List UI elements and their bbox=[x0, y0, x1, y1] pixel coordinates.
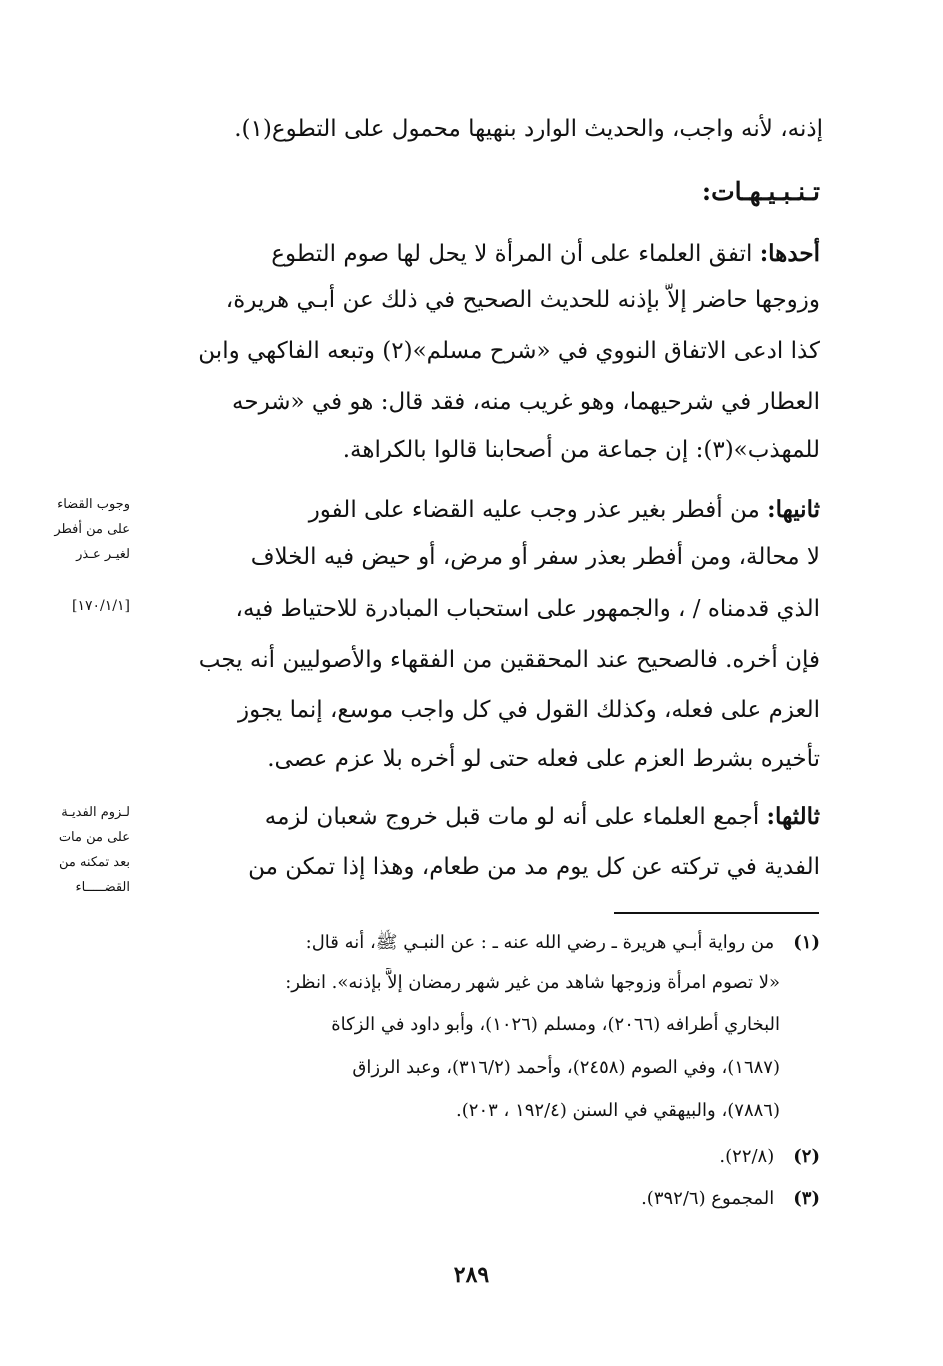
page-number: ٢٨٩ bbox=[453, 1262, 490, 1288]
section-heading: تـنـبـيـهـات: bbox=[701, 177, 820, 206]
body-line bbox=[155, 237, 820, 277]
footnote-line bbox=[130, 928, 820, 962]
footnote-line: (٧٨٨٦)، والبيهقي في السنن (١٩٢/٤ ، ٢٠٣). bbox=[456, 1100, 780, 1121]
body-line: كذا ادعى الاتفاق النووي في «شرح مسلم»(٢) وتبعه الفاكهي وابن bbox=[198, 338, 820, 364]
footnote-line: (١٦٨٧)، وفي الصوم (٢٤٥٨)، وأحمد (٣١٦/٢)، وعبد الرزاق bbox=[352, 1057, 780, 1078]
body-line: للمهذب»(٣): إن جماعة من أصحابنا قالوا بالكراهة. bbox=[342, 437, 820, 463]
body-line: العزم على فعله، وكذلك القول في كل واجب موسع، إنما يجوز bbox=[238, 697, 820, 723]
body-line bbox=[155, 493, 820, 533]
line-text: أجمع العلماء على أنه لو مات قبل خروج شعبان لزمه bbox=[264, 804, 760, 830]
side-note-line: على من مات bbox=[58, 830, 130, 845]
body-line: الفدية في تركته عن كل يوم مد من طعام، وهذا إذا تمكن من bbox=[248, 854, 820, 880]
footnote-text: (٢٢/٨). bbox=[719, 1146, 775, 1167]
side-note-line: بعد تمكنه من bbox=[58, 855, 130, 870]
side-note-line: لغيـر عـذر bbox=[76, 547, 130, 562]
side-note bbox=[45, 492, 130, 567]
line-text: من أفطر بغير عذر وجب عليه القضاء على الفور bbox=[308, 497, 760, 523]
body-line: لا محالة، ومن أفطر بعذر سفر أو مرض، أو حيض فيه الخلاف bbox=[250, 544, 820, 570]
footnote-line: البخاري أطرافه (٢٠٦٦)، ومسلم (١٠٢٦)، وأبو داود في الزكاة bbox=[331, 1014, 780, 1035]
body-line: الذي قدمناه / ، والجمهور على استحباب المبادرة للاحتياط فيه، bbox=[235, 596, 820, 622]
footnote-line bbox=[520, 1184, 820, 1218]
side-note-line: لـزوم الفديـة bbox=[61, 805, 130, 820]
section-lead: أحدها: bbox=[759, 240, 820, 267]
section-lead: ثانيها: bbox=[767, 496, 820, 523]
footnote-line bbox=[520, 1142, 820, 1176]
side-note-line: [١٧٠/١/١] bbox=[72, 598, 130, 614]
side-note-line: القضـــــاء bbox=[75, 880, 130, 895]
section-lead: ثالثها: bbox=[766, 803, 820, 830]
footnote-text: من رواية أبـي هريرة ـ رضي الله عنه ـ : عن النبـي ﷺ، أنه قال: bbox=[305, 932, 775, 953]
side-note-reference bbox=[45, 594, 130, 619]
body-line: تأخيره بشرط العزم على فعله حتى لو أخره بلا عزم عصى. bbox=[267, 746, 820, 772]
line-text: اتفق العلماء على أن المرأة لا يحل لها صوم التطوع bbox=[271, 241, 753, 267]
footnote-number: (٣) bbox=[793, 1188, 820, 1209]
body-line: العطار في شرحيهما، وهو غريب منه، فقد قال: هو في «شرحه bbox=[232, 389, 820, 415]
footnote-text: المجموع (٣٩٢/٦). bbox=[641, 1188, 775, 1209]
footnote-separator bbox=[614, 912, 819, 914]
body-line bbox=[155, 800, 820, 840]
opening-line: إذنه، لأنه واجب، والحديث الوارد بنهيها محمول على التطوع(١). bbox=[234, 116, 823, 142]
side-note bbox=[45, 800, 130, 900]
side-note-line: وجوب القضاء bbox=[57, 497, 130, 512]
footnote-number: (١) bbox=[793, 932, 820, 953]
body-line: وزوجها حاضر إلاَّ بإذنه للحديث الصحيح في ذلك عن أبـي هريرة، bbox=[225, 287, 820, 313]
footnote-line: «لا تصوم امرأة وزوجها شاهد من غير شهر رمضان إلاَّ بإذنه». انظر: bbox=[285, 972, 780, 993]
body-line: فإن أخره. فالصحيح عند المحققين من الفقهاء والأصوليين أنه يجب bbox=[198, 647, 820, 673]
side-note-line: على من أفطر bbox=[54, 522, 130, 537]
footnote-number: (٢) bbox=[793, 1146, 820, 1167]
